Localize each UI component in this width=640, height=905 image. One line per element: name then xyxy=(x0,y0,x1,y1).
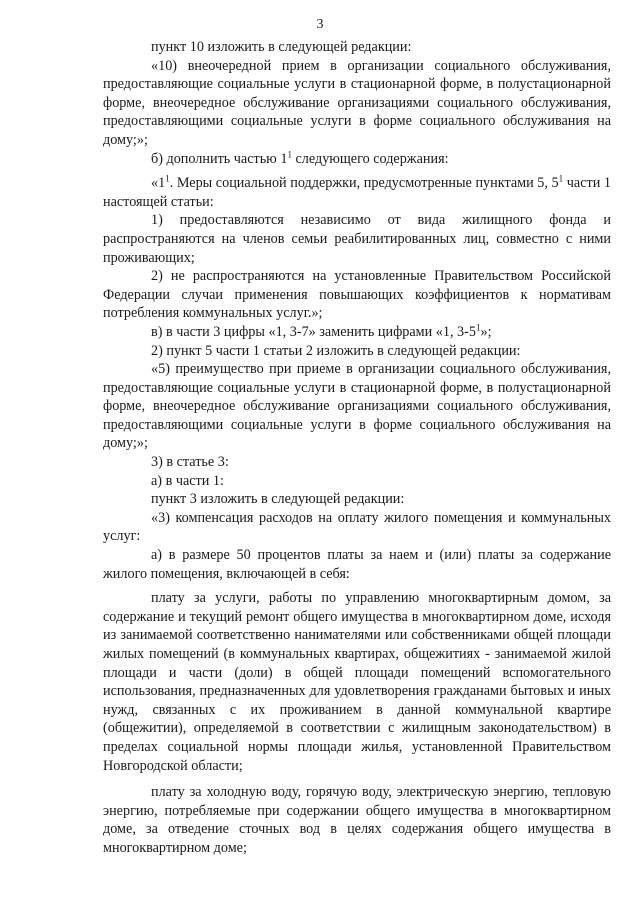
paragraph xyxy=(103,57,611,150)
superscript: 1 xyxy=(475,322,481,333)
paragraph xyxy=(103,323,611,342)
paragraph xyxy=(103,783,611,857)
paragraph-text: следующего содержания: xyxy=(291,150,449,167)
paragraph xyxy=(103,174,611,211)
paragraph xyxy=(103,211,611,267)
paragraph xyxy=(103,589,611,775)
paragraph xyxy=(103,453,611,472)
superscript: 1 xyxy=(558,173,564,184)
paragraph-text: . Меры социальной поддержки, предусмотренные пунктами 5, 5 xyxy=(169,175,559,192)
paragraph-text: 1) предоставляются независимо от вида жилищного фонда и распространяются на членов семьи реабилитированных лиц, совместно с ними проживающих; xyxy=(103,212,611,266)
paragraph-text: «10) внеочередной прием в организации социального обслуживания, предоставляющие социальные услуги в стационарной форме, в полустационарной форме, внеочередное обслуживание организациями социального обслуживания, предоставляющими социальные услуги в форме социального обслуживания на дому;»; xyxy=(103,57,611,148)
paragraph-text: 2) пункт 5 части 1 статьи 2 изложить в следующей редакции: xyxy=(151,342,521,359)
paragraph xyxy=(103,150,611,169)
paragraph-text: «1 xyxy=(151,175,166,192)
paragraph-text: »; xyxy=(480,323,492,340)
paragraph-text: в) в части 3 цифры «1, 3-7» заменить цифрами «1, 3-5 xyxy=(151,323,476,340)
paragraph-text: пункт 3 изложить в следующей редакции: xyxy=(151,491,405,508)
paragraph-text: 3) в статье 3: xyxy=(151,454,229,471)
superscript: 1 xyxy=(287,148,292,159)
paragraph xyxy=(103,472,611,491)
paragraph-text: «5) преимущество при приеме в организации социального обслуживания, предоставляющие социальные услуги в стационарной форме, в полустационарной форме, внеочередное обслуживание организациями социального обслуживания, предоставляющими социальные услуги в форме социального обслуживания на дому;»; xyxy=(103,361,611,452)
paragraph-text: а) в размере 50 процентов платы за наем и (или) платы за содержание жилого помещения, включающей в себя: xyxy=(103,547,611,582)
paragraph-text: а) в части 1: xyxy=(151,472,224,489)
paragraph xyxy=(103,490,611,509)
paragraph-text: 2) не распространяются на установленные Правительством Российской Федерации случаи применения повышающих коэффициентов к нормативам потребления коммунальных услуг.»; xyxy=(103,268,611,322)
paragraph xyxy=(103,267,611,323)
paragraph xyxy=(103,546,611,583)
page-number: 3 xyxy=(316,17,324,32)
paragraph xyxy=(103,509,611,546)
paragraph xyxy=(103,360,611,453)
paragraph xyxy=(103,342,611,361)
document-body xyxy=(103,38,611,858)
paragraph-text: плату за услуги, работы по управлению многоквартирным домом, за содержание и текущий ремонт общего имущества в многоквартирном доме, исходя из занимаемой соответственно нанимателями или собственниками общей площади жилых помещений (в коммунальных квартирах, общежитиях - занимаемой жилой площади и части (доли) в общей площади помещений вспомогательного использования, предназначенных для удовлетворения гражданами бытовых и иных нужд, связанных с их проживанием в данной коммунальной квартире (общежитии), определяемой в соответствии с жилищным законодательством) в пределах социальной нормы площади жилья, установленной Правительством Новгородской области; xyxy=(103,590,611,774)
paragraph-text: б) дополнить частью 1 xyxy=(151,150,288,167)
paragraph-text: пункт 10 изложить в следующей редакции: xyxy=(151,39,412,55)
paragraph-text: «3) компенсация расходов на оплату жилого помещения и коммунальных услуг: xyxy=(103,509,611,545)
paragraph-text: плату за холодную воду, горячую воду, электрическую энергию, тепловую энергию, потребляемые при содержании общего имущества в многоквартирном доме, за отведение сточных вод в целях содержания общего имущества в многоквартирном доме; xyxy=(103,784,611,856)
paragraph xyxy=(103,38,611,57)
superscript: 1 xyxy=(165,173,170,184)
paragraph-text: части 1 настоящей статьи: xyxy=(103,175,611,210)
